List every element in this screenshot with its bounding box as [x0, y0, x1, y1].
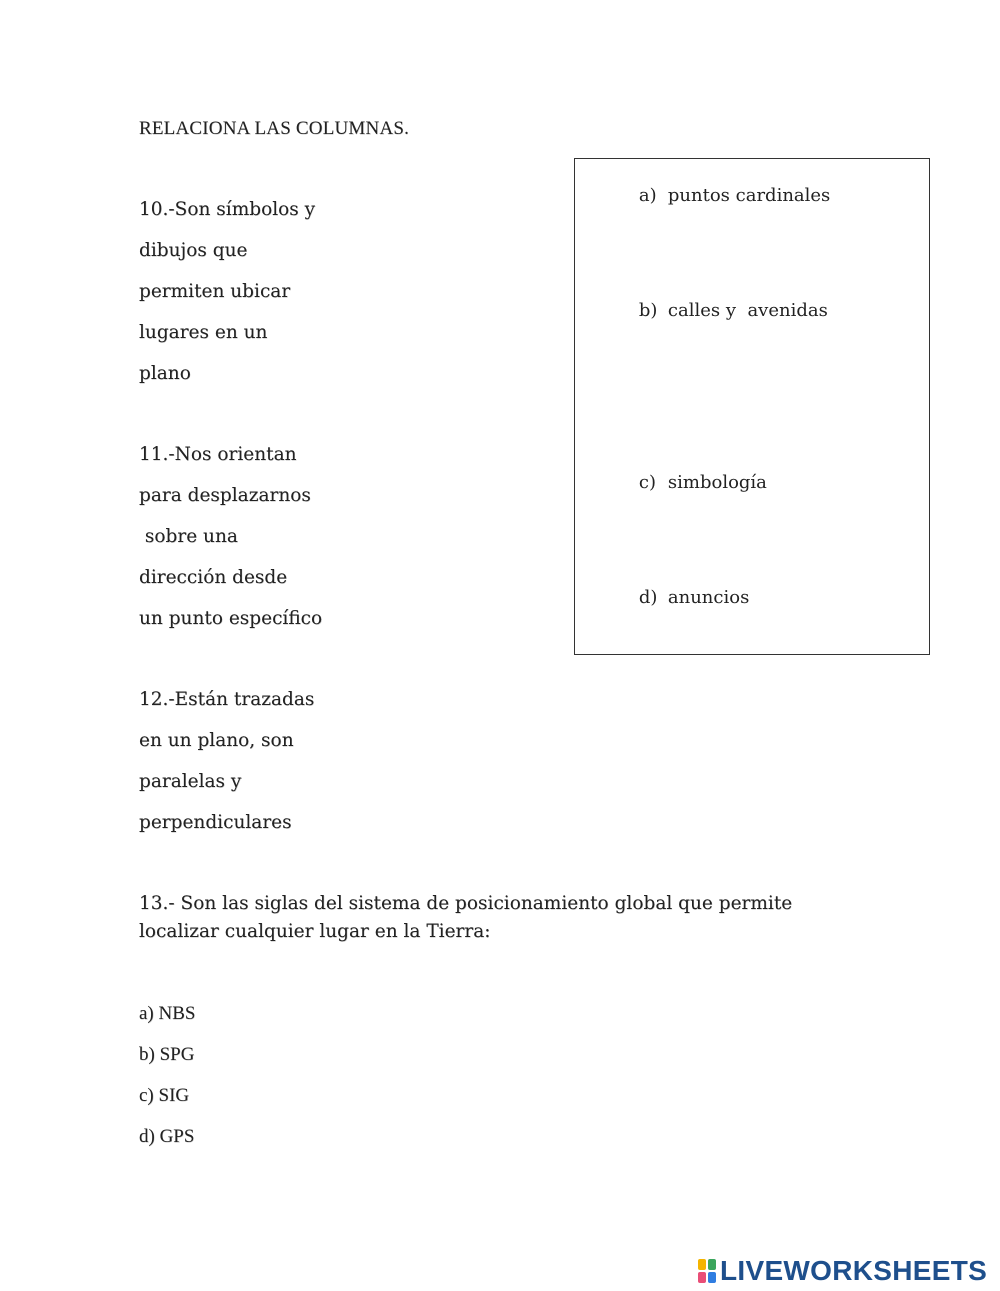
question-line: 10.-Son símbolos y	[139, 199, 316, 220]
question-line: lugares en un	[139, 322, 268, 343]
option-b[interactable]	[616, 279, 828, 342]
page-title: RELACIONA LAS COLUMNAS.	[139, 118, 410, 139]
question-line: para desplazarnos	[139, 485, 311, 506]
option-text: puntos cardinales	[667, 185, 831, 206]
liveworksheets-logo	[697, 1255, 987, 1287]
choice-c[interactable]: c) SIG	[139, 1085, 190, 1106]
choice-d[interactable]: d) GPS	[139, 1126, 195, 1147]
question-line: 11.-Nos orientan	[139, 444, 297, 465]
logo-blocks-icon	[697, 1258, 717, 1284]
question-line: sobre una	[139, 526, 238, 547]
question-12	[139, 679, 314, 843]
choice-a[interactable]: a) NBS	[139, 1003, 196, 1024]
question-line: en un plano, son	[139, 730, 294, 751]
question-line: plano	[139, 363, 191, 384]
option-letter: d)	[638, 587, 658, 608]
option-a[interactable]	[616, 164, 830, 227]
option-text: anuncios	[667, 587, 750, 608]
option-text: calles y avenidas	[667, 300, 828, 321]
question-line: permiten ubicar	[139, 281, 291, 302]
option-letter: a)	[638, 185, 657, 206]
question-line: paralelas y	[139, 771, 242, 792]
option-letter: c)	[638, 472, 656, 493]
option-letter: b)	[638, 300, 658, 321]
option-d[interactable]	[616, 566, 749, 629]
option-c[interactable]	[616, 451, 767, 514]
question-line: dirección desde	[139, 567, 288, 588]
logo-text: LIVEWORKSHEETS	[720, 1255, 988, 1286]
question-line: un punto específico	[139, 608, 323, 629]
question-13-choices	[139, 993, 195, 1157]
question-line: 12.-Están trazadas	[139, 689, 315, 710]
choice-b[interactable]: b) SPG	[139, 1044, 195, 1065]
question-line: perpendiculares	[139, 812, 292, 833]
question-13: 13.- Son las siglas del sistema de posicionamiento global que permite localizar cualquier lugar en la Tierra:	[139, 893, 793, 942]
option-text: simbología	[667, 472, 767, 493]
question-11	[139, 434, 322, 639]
question-line: dibujos que	[139, 240, 248, 261]
question-10	[139, 189, 315, 394]
